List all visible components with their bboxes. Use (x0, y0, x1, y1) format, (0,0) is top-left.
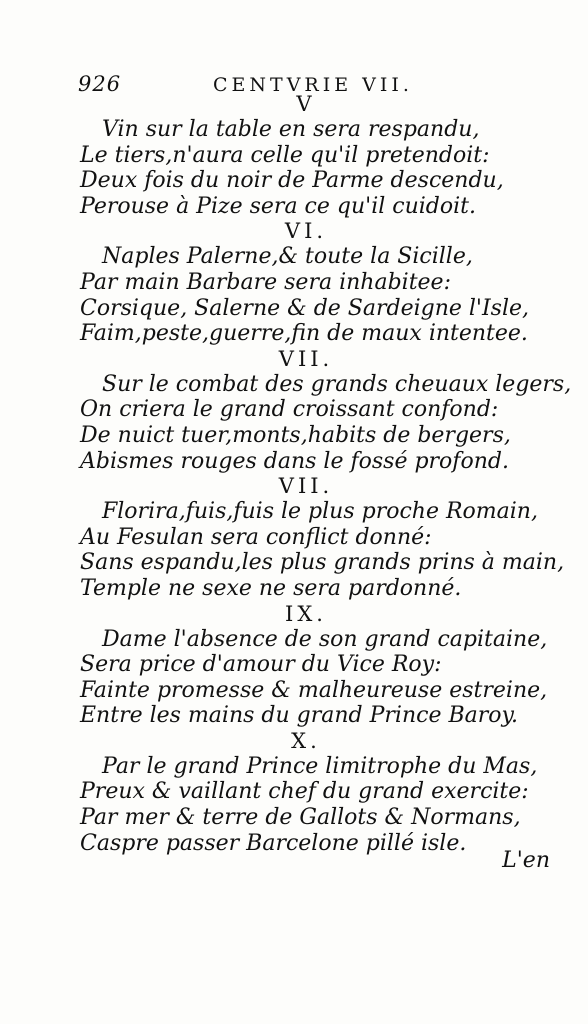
verse-line: Florira,fuis,fuis le plus proche Romain, (102, 499, 538, 525)
verse-line: Deux fois du noir de Parme descendu, (80, 168, 504, 194)
verse-line: Vin sur la table en sera respandu, (102, 117, 480, 142)
verse-line: Par main Barbare sera inhabitee: (80, 269, 451, 295)
quatrain (70, 474, 565, 601)
verse-line: On criera le grand croissant confond: (80, 397, 499, 423)
verse-line: Sans espandu,les plus grands prins à main, (80, 550, 565, 576)
verse-line: Dame l'absence de son grand capitaine, (102, 626, 548, 652)
catchword: L'en (502, 848, 550, 873)
verse-line: Fainte promesse & malheureuse estreine, (80, 677, 548, 703)
quatrain (70, 728, 538, 856)
verse-line: Corsique, Salerne & de Sardeigne l'Isle, (80, 295, 530, 321)
verse-line: Entre les mains du grand Prince Baroy. (80, 703, 519, 729)
verse-line: De nuict tuer,monts,habits de bergers, (80, 422, 511, 448)
quatrain-numeral: VI. (284, 219, 328, 244)
verse-line: Le tiers,n'aura celle qu'il pretendoit: (80, 142, 490, 168)
verse-line: Abismes rouges dans le fossé profond. (80, 448, 509, 474)
quatrain (70, 601, 548, 729)
verse-line: Naples Palerne,& toute la Sicille, (102, 244, 473, 270)
verse-line: Par le grand Prince limitrophe du Mas, (102, 753, 538, 779)
quatrain-numeral: V (296, 92, 316, 116)
verse-line: Par mer & terre de Gallots & Normans, (80, 805, 521, 831)
verse-line: Au Fesulan sera conflict donné: (80, 524, 432, 550)
verse-line: Preux & vaillant chef du grand exercite: (80, 779, 529, 805)
verse-line: Sera price d'amour du Vice Roy: (80, 652, 442, 678)
quatrain-numeral: X. (291, 728, 321, 753)
quatrain (70, 92, 530, 219)
running-title: CENTVRIE VII. (213, 74, 413, 96)
verse-line: Perouse à Pize sera ce qu'il cuidoit. (80, 193, 476, 219)
verse-line: Caspre passer Barcelone pillé isle. (80, 830, 467, 856)
verse-line: Temple ne sexe ne sera pardonné. (80, 575, 462, 601)
quatrain-numeral: VII. (278, 474, 334, 499)
quatrain-numeral: IX. (285, 601, 327, 626)
verse-text-block (70, 92, 572, 856)
page-number: 926 (78, 72, 122, 96)
verse-line: Faim,peste,guerre,fin de maux intentee. (80, 321, 528, 347)
quatrain (70, 346, 572, 474)
verse-line: Sur le combat des grands cheuaux legers, (102, 371, 572, 397)
quatrain-numeral: VII. (278, 346, 334, 371)
quatrain (70, 219, 530, 346)
